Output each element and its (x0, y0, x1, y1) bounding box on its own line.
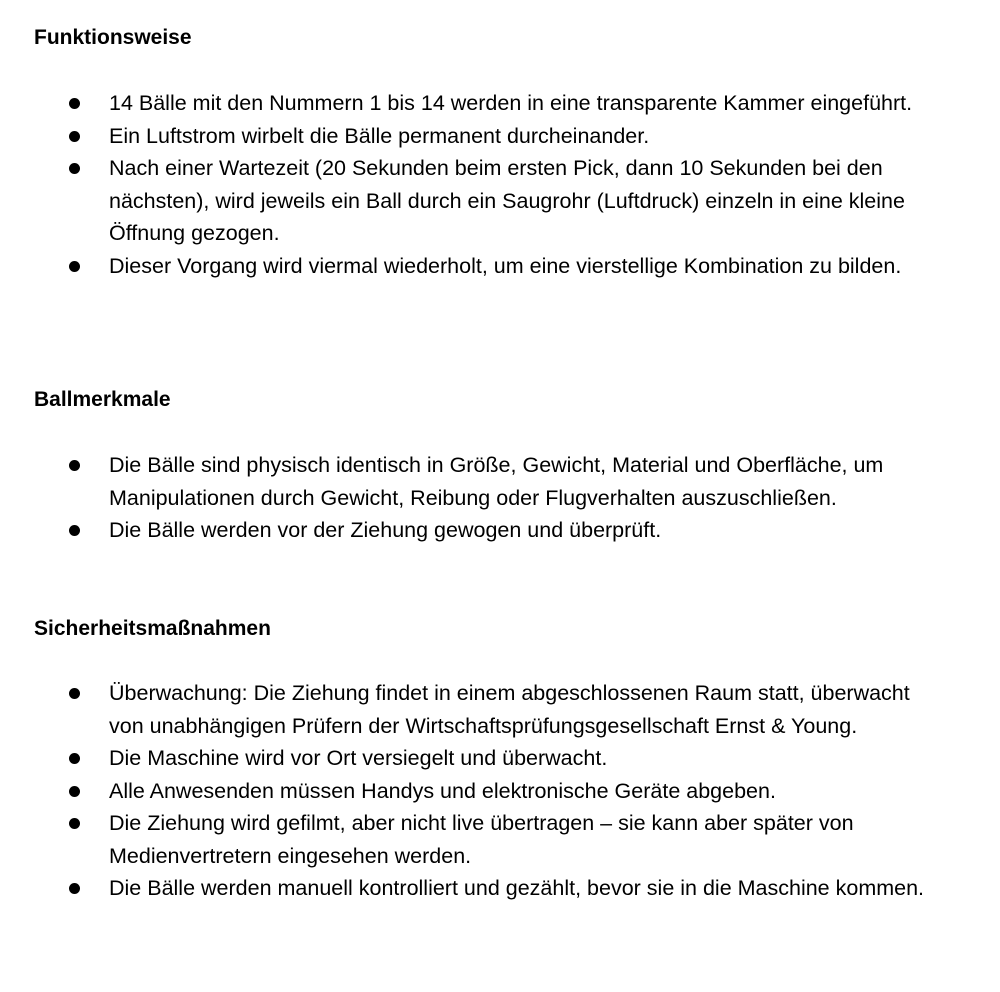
bullet-icon (69, 131, 80, 142)
bullet-icon (69, 98, 80, 109)
list-item: Überwachung: Die Ziehung findet in einem abgeschlossenen Raum statt, überwacht von unabhängigen Prüfern der Wirtschaftsprüfungsgesellschaft Ernst & Young. (0, 677, 944, 742)
list-item: Ein Luftstrom wirbelt die Bälle permanent durcheinander. (0, 120, 944, 153)
list-item: Nach einer Wartezeit (20 Sekunden beim ersten Pick, dann 10 Sekunden bei den nächsten), wird jeweils ein Ball durch ein Saugrohr (Luftdruck) einzeln in eine kleine Öffnung gezogen. (0, 152, 944, 250)
list-item: Die Bälle sind physisch identisch in Größe, Gewicht, Material und Oberfläche, um Manipulationen durch Gewicht, Reibung oder Flugverhalten auszuschließen. (0, 449, 944, 514)
bullet-list-funktionsweise (0, 87, 960, 282)
list-item: Die Ziehung wird gefilmt, aber nicht live übertragen – sie kann aber später von Medienvertretern eingesehen werden. (0, 807, 944, 872)
bullet-list-sicherheitsmassnahmen (0, 677, 960, 905)
section-heading-ballmerkmale: Ballmerkmale (34, 388, 171, 411)
list-item: Alle Anwesenden müssen Handys und elektronische Geräte abgeben. (0, 775, 944, 808)
list-item: Die Bälle werden vor der Ziehung gewogen und überprüft. (0, 514, 944, 547)
bullet-icon (69, 460, 80, 471)
bullet-icon (69, 786, 80, 797)
list-item: 14 Bälle mit den Nummern 1 bis 14 werden in eine transparente Kammer eingeführt. (0, 87, 944, 120)
bullet-icon (69, 753, 80, 764)
bullet-list-ballmerkmale (0, 449, 960, 547)
list-item: Die Bälle werden manuell kontrolliert und gezählt, bevor sie in die Maschine kommen. (0, 872, 944, 905)
bullet-icon (69, 883, 80, 894)
section-heading-funktionsweise: Funktionsweise (34, 26, 192, 49)
bullet-icon (69, 525, 80, 536)
bullet-icon (69, 261, 80, 272)
section-heading-sicherheitsmassnahmen: Sicherheitsmaßnahmen (34, 617, 271, 640)
bullet-icon (69, 163, 80, 174)
bullet-icon (69, 688, 80, 699)
bullet-icon (69, 818, 80, 829)
list-item: Die Maschine wird vor Ort versiegelt und überwacht. (0, 742, 944, 775)
list-item: Dieser Vorgang wird viermal wiederholt, um eine vierstellige Kombination zu bilden. (0, 250, 944, 283)
